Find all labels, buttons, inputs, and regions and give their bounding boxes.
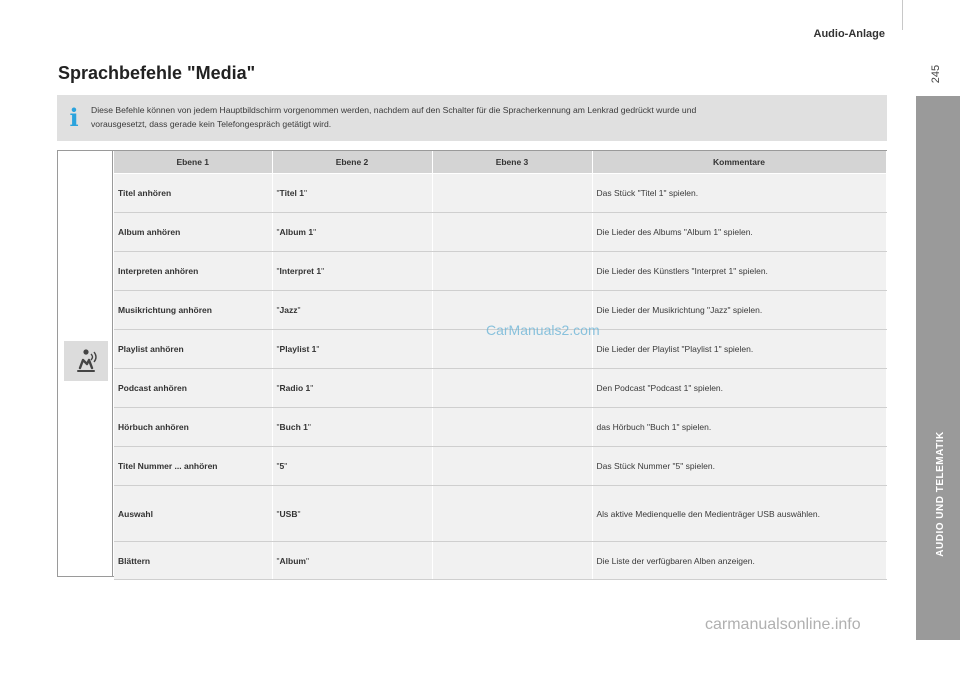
column-header: Ebene 3 — [432, 151, 592, 174]
watermark: carmanualsonline.info — [705, 616, 861, 633]
table-row — [114, 447, 886, 486]
info-text — [91, 103, 871, 131]
command-grid — [114, 151, 887, 580]
level1-cell: Hörbuch anhören — [114, 408, 272, 447]
column-header: Kommentare — [592, 151, 886, 174]
level3-cell — [432, 486, 592, 542]
info-icon: i — [69, 103, 79, 132]
comment-cell: Das Stück Nummer "5" spielen. — [592, 447, 886, 486]
table-header-row — [114, 151, 886, 174]
level3-cell — [432, 408, 592, 447]
level2-cell: "USB" — [272, 486, 432, 542]
level3-cell — [432, 369, 592, 408]
table-body — [114, 174, 886, 580]
comment-cell: das Hörbuch "Buch 1" spielen. — [592, 408, 886, 447]
level1-cell: Playlist anhören — [114, 330, 272, 369]
level2-cell: "Radio 1" — [272, 369, 432, 408]
voice-command-icon — [64, 341, 108, 381]
chapter-label: AUDIO UND TELEMATIK — [935, 431, 946, 557]
level2-command: Interpret 1 — [279, 266, 322, 276]
icon-column — [58, 151, 113, 576]
level1-cell: Album anhören — [114, 213, 272, 252]
level2-command: 5 — [279, 461, 285, 471]
comment-cell: Die Lieder der Musikrichtung "Jazz" spielen. — [592, 291, 886, 330]
info-text-line: vorausgesetzt, dass gerade kein Telefongespräch getätigt wird. — [91, 119, 332, 129]
voice-command-table — [57, 150, 887, 577]
table-row — [114, 252, 886, 291]
table-row — [114, 408, 886, 447]
table-row — [114, 213, 886, 252]
comment-cell: Die Lieder des Albums "Album 1" spielen. — [592, 213, 886, 252]
info-text-line: Diese Befehle können von jedem Hauptbildschirm vorgenommen werden, nachdem auf den Schalter für die Spracherkennung am Lenkrad gedrückt wurde und — [91, 105, 697, 115]
chapter-side-tab — [916, 96, 960, 689]
table-row — [114, 542, 886, 580]
level2-cell: "Jazz" — [272, 291, 432, 330]
level1-cell: Musikrichtung anhören — [114, 291, 272, 330]
level3-cell — [432, 213, 592, 252]
comment-cell: Die Lieder des Künstlers "Interpret 1" spielen. — [592, 252, 886, 291]
level2-command: USB — [279, 508, 298, 519]
comment-cell: Die Lieder der Playlist "Playlist 1" spielen. — [592, 330, 886, 369]
level2-cell: "Album 1" — [272, 213, 432, 252]
level2-command: Album 1 — [279, 227, 314, 237]
comment-cell: Als aktive Medienquelle den Medienträger USB auswählen. — [592, 486, 886, 542]
level2-cell: "Buch 1" — [272, 408, 432, 447]
page-number: 245 — [930, 64, 942, 84]
table-row — [114, 369, 886, 408]
level2-command: Jazz — [279, 305, 298, 315]
running-header: Audio-Anlage — [813, 28, 885, 40]
comment-cell: Die Liste der verfügbaren Alben anzeigen. — [592, 542, 886, 580]
table-row — [114, 174, 886, 213]
level2-cell: "Album" — [272, 542, 432, 580]
column-header: Ebene 2 — [272, 151, 432, 174]
chapter-number: 10 — [919, 651, 957, 689]
level3-cell — [432, 542, 592, 580]
level1-cell: Podcast anhören — [114, 369, 272, 408]
level1-cell: Titel Nummer ... anhören — [114, 447, 272, 486]
level1-cell: Interpreten anhören — [114, 252, 272, 291]
level2-cell: "Titel 1" — [272, 174, 432, 213]
level3-cell — [432, 447, 592, 486]
table-row — [114, 486, 886, 542]
level1-cell: Titel anhören — [114, 174, 272, 213]
comment-cell: Das Stück "Titel 1" spielen. — [592, 174, 886, 213]
level2-command: Titel 1 — [279, 188, 304, 198]
comment-cell: Den Podcast "Podcast 1" spielen. — [592, 369, 886, 408]
level1-cell: Blättern — [114, 542, 272, 580]
level2-command: Album — [279, 555, 306, 566]
level2-command: Radio 1 — [279, 383, 311, 393]
level3-cell — [432, 174, 592, 213]
level2-cell: "5" — [272, 447, 432, 486]
column-header: Ebene 1 — [114, 151, 272, 174]
level1-cell: Auswahl — [114, 486, 272, 542]
section-title: Sprachbefehle "Media" — [58, 63, 256, 83]
level2-command: Buch 1 — [279, 422, 308, 432]
level2-cell: "Playlist 1" — [272, 330, 432, 369]
info-box — [57, 95, 887, 141]
watermark: CarManuals2.com — [486, 322, 600, 338]
level3-cell — [432, 252, 592, 291]
top-divider — [902, 0, 903, 30]
level2-command: Playlist 1 — [279, 344, 317, 354]
level2-cell: "Interpret 1" — [272, 252, 432, 291]
